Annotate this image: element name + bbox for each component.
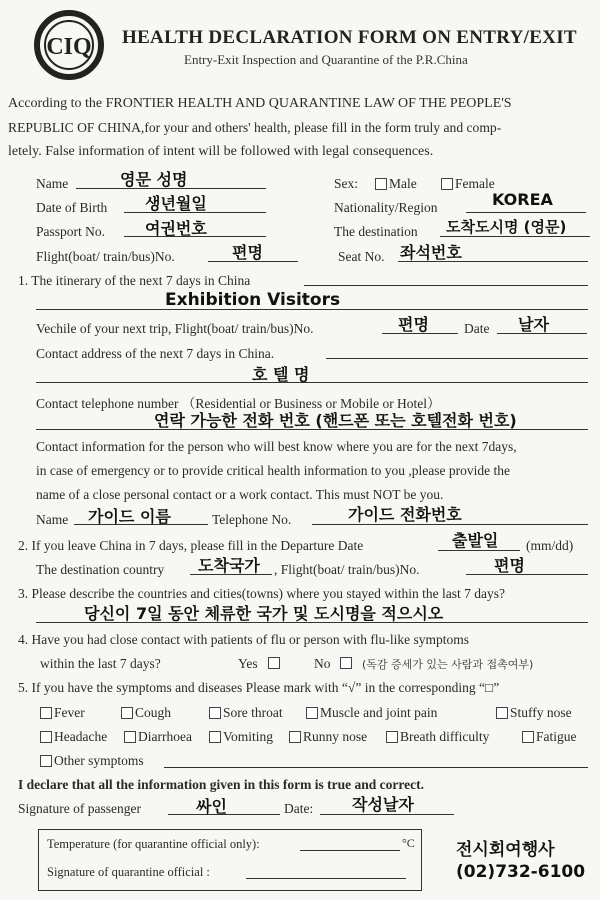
ciq-logo — [34, 10, 104, 80]
agency-name: 전시회여행사 — [456, 840, 555, 860]
q3-label: 3. Please describe the countries and cities(towns) where you stayed within the last 7 days? — [18, 586, 505, 601]
headache-label: Headache — [54, 729, 108, 744]
agency-phone: (02)732-6100 — [456, 862, 586, 882]
muscle-joint-pain-label: Muscle and joint pain — [320, 705, 438, 720]
headache-checkbox[interactable] — [40, 731, 52, 743]
official-signature-line — [246, 878, 406, 879]
flight-field[interactable]: 편명 — [232, 243, 263, 262]
intro-line-1: According to the FRONTIER HEALTH AND QUARANTINE LAW OF THE PEOPLE'S — [8, 96, 512, 111]
seat-label: Seat No. — [338, 249, 385, 264]
departure-date-field[interactable]: 출발일 — [452, 531, 499, 550]
address-label: Contact address of the next 7 days in China. — [36, 346, 275, 361]
stuffy-nose-checkbox[interactable] — [496, 707, 508, 719]
destination-country-label: The destination country — [36, 562, 165, 577]
phone-field[interactable]: 연락 가능한 전화 번호 (핸드폰 또는 호텔전화 번호) — [154, 411, 517, 430]
ciq-logo-icon — [34, 10, 104, 80]
diarrhoea-label: Diarrhoea — [138, 729, 192, 744]
date-field[interactable]: 날자 — [518, 315, 549, 334]
destination-label: The destination — [334, 224, 418, 239]
address-line-b — [36, 382, 588, 383]
fatigue-checkbox[interactable] — [522, 731, 534, 743]
seat-field[interactable]: 좌석번호 — [400, 243, 462, 262]
destination-field[interactable]: 도착도시명 (영문) — [446, 218, 567, 236]
name-label: Name — [36, 176, 69, 191]
q2-flight-field[interactable]: 편명 — [494, 556, 525, 575]
cough-checkbox[interactable] — [121, 707, 133, 719]
male-label: Male — [389, 176, 417, 191]
q5-label: 5. If you have the symptoms and diseases Please mark with “√” in the corresponding “□” — [18, 680, 500, 695]
form-subtitle: Entry-Exit Inspection and Quarantine of the P.R.China — [184, 52, 468, 67]
q2-flight-label: , Flight(boat/ train/bus)No. — [274, 562, 420, 577]
fever-label: Fever — [54, 705, 85, 720]
q3-line — [36, 622, 588, 623]
destination-country-field[interactable]: 도착국가 — [198, 556, 260, 575]
no-label: No — [314, 656, 331, 671]
vehicle-label: Vechile of your next trip, Flight(boat/ train/bus)No. — [36, 321, 314, 336]
address-line-a — [326, 358, 588, 359]
other-symptoms-checkbox[interactable] — [40, 755, 52, 767]
q2-label: 2. If you leave China in 7 days, please fill in the Departure Date — [18, 538, 364, 553]
runny-nose-label: Runny nose — [303, 729, 368, 744]
contact-tel-field[interactable]: 가이드 전화번호 — [348, 505, 462, 524]
yes-label: Yes — [238, 656, 258, 671]
male-checkbox[interactable] — [375, 178, 387, 190]
flight-label: Flight(boat/ train/bus)No. — [36, 249, 175, 264]
sore-throat-checkbox[interactable] — [209, 707, 221, 719]
contact-tel-label: Telephone No. — [212, 512, 292, 527]
declaration-date-label: Date: — [284, 801, 314, 816]
breath-difficulty-checkbox[interactable] — [386, 731, 398, 743]
fatigue-label: Fatigue — [536, 729, 577, 744]
yes-checkbox[interactable] — [268, 657, 280, 669]
dob-field[interactable]: 생년월일 — [145, 194, 207, 213]
intro-line-3: letely. False information of intent will be followed with legal consequences. — [8, 144, 434, 159]
phone-label: Contact telephone number （Residential or Business or Mobile or Hotel） — [36, 396, 441, 411]
q2-flight-line — [466, 574, 588, 575]
intro-line-2: REPUBLIC OF CHINA,for your and others' health, please fill in the form truly and comp- — [8, 120, 502, 135]
nationality-line — [466, 212, 586, 213]
vomiting-checkbox[interactable] — [209, 731, 221, 743]
contact-info-1: Contact information for the person who will best know where you are for the next 7days, — [36, 439, 517, 454]
female-checkbox[interactable] — [441, 178, 453, 190]
sore-throat-label: Sore throat — [223, 705, 283, 720]
contact-info-3: name of a close personal contact or a work contact. This must NOT be you. — [36, 487, 444, 502]
phone-line — [36, 429, 588, 430]
fever-checkbox[interactable] — [40, 707, 52, 719]
declaration-text: I declare that all the information given in this form is true and correct. — [18, 777, 424, 792]
cough-label: Cough — [135, 705, 172, 720]
temperature-unit: °C — [402, 836, 415, 850]
contact-name-field[interactable]: 가이드 이름 — [88, 507, 171, 526]
official-signature-label: Signature of quarantine official : — [47, 865, 210, 879]
other-symptoms-label: Other symptoms — [54, 753, 144, 768]
stuffy-nose-label: Stuffy nose — [510, 705, 572, 720]
contact-name-label: Name — [36, 512, 69, 527]
nationality-label: Nationality/Region — [334, 200, 438, 215]
q1-label: 1. The itinerary of the next 7 days in China — [18, 273, 251, 288]
passport-field[interactable]: 여권번호 — [145, 219, 207, 238]
q4-note: (독감 증세가 있는 사람과 접촉여부) — [362, 658, 534, 671]
date-label: Date — [464, 321, 490, 336]
contact-info-2: in case of emergency or to provide critical health information to you ,please provide the — [36, 463, 510, 478]
q4-label-2: within the last 7 days? — [40, 656, 161, 671]
vehicle-field[interactable]: 편명 — [398, 315, 429, 334]
nationality-field[interactable]: KOREA — [492, 190, 553, 209]
passenger-signature-label: Signature of passenger — [18, 801, 141, 816]
passport-label: Passport No. — [36, 224, 106, 239]
address-field[interactable]: 호 텔 명 — [252, 365, 310, 384]
breath-difficulty-label: Breath difficulty — [400, 729, 490, 744]
q4-label-1: 4. Have you had close contact with patients of flu or person with flu-like symptoms — [18, 632, 470, 647]
sex-label: Sex: — [334, 176, 359, 191]
dob-label: Date of Birth — [36, 200, 108, 215]
departure-date-unit: (mm/dd) — [526, 538, 574, 553]
passenger-signature-field[interactable]: 싸인 — [196, 797, 227, 816]
temperature-line — [300, 850, 400, 851]
q3-field[interactable]: 당신이 7일 동안 체류한 국가 및 도시명을 적으시오 — [84, 604, 444, 623]
no-checkbox[interactable] — [340, 657, 352, 669]
form-title: HEALTH DECLARATION FORM ON ENTRY/EXIT — [122, 27, 577, 48]
temperature-label: Temperature (for quarantine official only): — [47, 837, 260, 851]
muscle-joint-pain-checkbox[interactable] — [306, 707, 318, 719]
vomiting-label: Vomiting — [223, 729, 274, 744]
q1-line-b — [36, 309, 588, 310]
runny-nose-checkbox[interactable] — [289, 731, 301, 743]
itinerary-field[interactable]: Exhibition Visitors — [165, 290, 341, 310]
name-field[interactable]: 영문 성명 — [120, 170, 188, 189]
female-label: Female — [455, 176, 495, 191]
declaration-date-field[interactable]: 작성날자 — [352, 795, 414, 814]
other-symptoms-line — [164, 767, 588, 768]
q1-line-a — [304, 285, 588, 286]
svg-text:CIQ: CIQ — [46, 34, 92, 60]
diarrhoea-checkbox[interactable] — [124, 731, 136, 743]
